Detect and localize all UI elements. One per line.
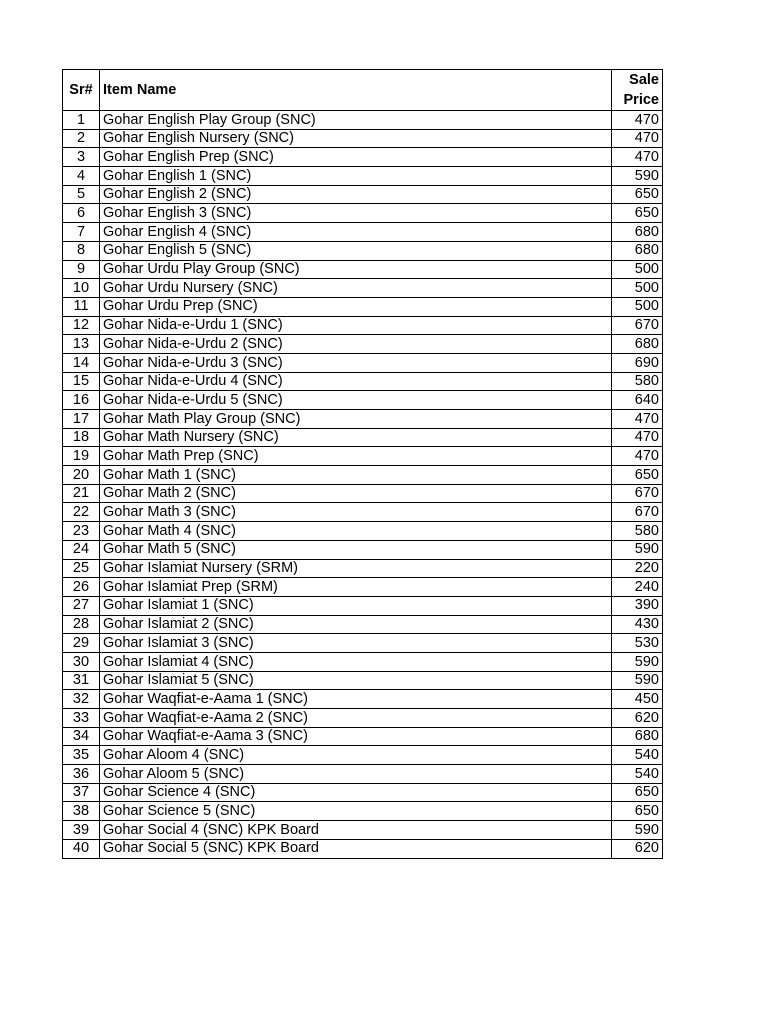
row-item-name-cell: Gohar Nida-e-Urdu 1 (SNC)	[100, 316, 612, 335]
table-row	[63, 391, 663, 410]
row-sr-cell: 36	[63, 765, 100, 784]
row-item-name-cell: Gohar Urdu Play Group (SNC)	[100, 260, 612, 279]
row-item-name-cell: Gohar English Nursery (SNC)	[100, 129, 612, 148]
row-sr-cell: 19	[63, 447, 100, 466]
row-sr-cell: 8	[63, 241, 100, 260]
row-sr-cell: 37	[63, 783, 100, 802]
row-sale-price-cell: 530	[612, 634, 663, 653]
row-item-name-cell: Gohar Math 1 (SNC)	[100, 466, 612, 485]
row-sr-cell: 15	[63, 372, 100, 391]
table-row	[63, 148, 663, 167]
row-sale-price-cell: 470	[612, 447, 663, 466]
row-sr-cell: 5	[63, 185, 100, 204]
row-sale-price-cell: 670	[612, 484, 663, 503]
row-sr-cell: 34	[63, 727, 100, 746]
row-item-name-cell: Gohar Urdu Nursery (SNC)	[100, 279, 612, 298]
table-row	[63, 634, 663, 653]
table-row	[63, 839, 663, 858]
table-row	[63, 466, 663, 485]
table-row	[63, 260, 663, 279]
table-row	[63, 821, 663, 840]
table-row	[63, 129, 663, 148]
row-sale-price-cell: 620	[612, 839, 663, 858]
row-item-name-cell: Gohar Math Prep (SNC)	[100, 447, 612, 466]
table-row	[63, 522, 663, 541]
row-sale-price-cell: 680	[612, 241, 663, 260]
row-sale-price-cell: 670	[612, 503, 663, 522]
row-sale-price-cell: 650	[612, 466, 663, 485]
row-sr-cell: 18	[63, 428, 100, 447]
row-sale-price-cell: 240	[612, 578, 663, 597]
table-row	[63, 746, 663, 765]
row-item-name-cell: Gohar Islamiat 1 (SNC)	[100, 596, 612, 615]
table-row	[63, 353, 663, 372]
header-row	[63, 70, 663, 111]
row-sale-price-cell: 680	[612, 727, 663, 746]
header-sale-price-line2: Price	[623, 92, 659, 108]
row-item-name-cell: Gohar English 2 (SNC)	[100, 185, 612, 204]
row-sale-price-cell: 470	[612, 111, 663, 130]
table-row	[63, 111, 663, 130]
table-row	[63, 559, 663, 578]
row-item-name-cell: Gohar Nida-e-Urdu 5 (SNC)	[100, 391, 612, 410]
row-item-name-cell: Gohar English Prep (SNC)	[100, 148, 612, 167]
row-sale-price-cell: 650	[612, 783, 663, 802]
table-row	[63, 765, 663, 784]
table-row	[63, 503, 663, 522]
row-item-name-cell: Gohar Social 5 (SNC) KPK Board	[100, 839, 612, 858]
row-sale-price-cell: 590	[612, 540, 663, 559]
row-sr-cell: 2	[63, 129, 100, 148]
row-sr-cell: 6	[63, 204, 100, 223]
row-item-name-cell: Gohar Waqfiat-e-Aama 3 (SNC)	[100, 727, 612, 746]
header-sr: Sr#	[63, 70, 100, 111]
row-item-name-cell: Gohar Nida-e-Urdu 3 (SNC)	[100, 353, 612, 372]
row-sr-cell: 3	[63, 148, 100, 167]
row-item-name-cell: Gohar English Play Group (SNC)	[100, 111, 612, 130]
row-sr-cell: 16	[63, 391, 100, 410]
row-sr-cell: 26	[63, 578, 100, 597]
row-sr-cell: 29	[63, 634, 100, 653]
header-sale-price	[612, 70, 663, 111]
row-sr-cell: 31	[63, 671, 100, 690]
row-sale-price-cell: 590	[612, 821, 663, 840]
row-sale-price-cell: 470	[612, 129, 663, 148]
row-sale-price-cell: 590	[612, 652, 663, 671]
table-row	[63, 279, 663, 298]
table-row	[63, 652, 663, 671]
table-row	[63, 167, 663, 186]
row-sr-cell: 12	[63, 316, 100, 335]
row-item-name-cell: Gohar Science 5 (SNC)	[100, 802, 612, 821]
row-item-name-cell: Gohar Islamiat Nursery (SRM)	[100, 559, 612, 578]
row-item-name-cell: Gohar Islamiat Prep (SRM)	[100, 578, 612, 597]
table-row	[63, 447, 663, 466]
table-row	[63, 372, 663, 391]
table-row	[63, 428, 663, 447]
row-sale-price-cell: 500	[612, 279, 663, 298]
row-sr-cell: 22	[63, 503, 100, 522]
row-sr-cell: 28	[63, 615, 100, 634]
row-sale-price-cell: 430	[612, 615, 663, 634]
row-sale-price-cell: 640	[612, 391, 663, 410]
row-sr-cell: 21	[63, 484, 100, 503]
row-sale-price-cell: 500	[612, 260, 663, 279]
row-sale-price-cell: 500	[612, 297, 663, 316]
row-sale-price-cell: 650	[612, 185, 663, 204]
row-sale-price-cell: 580	[612, 522, 663, 541]
table-row	[63, 484, 663, 503]
row-sr-cell: 11	[63, 297, 100, 316]
row-item-name-cell: Gohar English 1 (SNC)	[100, 167, 612, 186]
row-sale-price-cell: 470	[612, 148, 663, 167]
row-item-name-cell: Gohar Urdu Prep (SNC)	[100, 297, 612, 316]
table-row	[63, 802, 663, 821]
table-row	[63, 615, 663, 634]
row-item-name-cell: Gohar English 3 (SNC)	[100, 204, 612, 223]
row-sr-cell: 23	[63, 522, 100, 541]
row-sr-cell: 24	[63, 540, 100, 559]
table-row	[63, 671, 663, 690]
row-sr-cell: 4	[63, 167, 100, 186]
header-sale-price-line1: Sale	[629, 72, 659, 88]
row-item-name-cell: Gohar Islamiat 3 (SNC)	[100, 634, 612, 653]
row-sale-price-cell: 690	[612, 353, 663, 372]
row-item-name-cell: Gohar Math 3 (SNC)	[100, 503, 612, 522]
price-list-table	[62, 69, 663, 859]
table-row	[63, 297, 663, 316]
table-row	[63, 727, 663, 746]
row-sale-price-cell: 620	[612, 709, 663, 728]
row-sr-cell: 32	[63, 690, 100, 709]
row-sr-cell: 33	[63, 709, 100, 728]
row-sr-cell: 7	[63, 223, 100, 242]
row-item-name-cell: Gohar Math Play Group (SNC)	[100, 410, 612, 429]
row-sale-price-cell: 470	[612, 428, 663, 447]
row-item-name-cell: Gohar Islamiat 5 (SNC)	[100, 671, 612, 690]
row-sr-cell: 39	[63, 821, 100, 840]
row-sr-cell: 13	[63, 335, 100, 354]
row-sale-price-cell: 590	[612, 167, 663, 186]
table-row	[63, 335, 663, 354]
row-sale-price-cell: 450	[612, 690, 663, 709]
row-sr-cell: 1	[63, 111, 100, 130]
table-row	[63, 241, 663, 260]
row-item-name-cell: Gohar Social 4 (SNC) KPK Board	[100, 821, 612, 840]
table-row	[63, 204, 663, 223]
row-sale-price-cell: 540	[612, 765, 663, 784]
row-sr-cell: 40	[63, 839, 100, 858]
table-row	[63, 316, 663, 335]
table-row	[63, 596, 663, 615]
row-sr-cell: 17	[63, 410, 100, 429]
row-item-name-cell: Gohar Nida-e-Urdu 4 (SNC)	[100, 372, 612, 391]
table-row	[63, 185, 663, 204]
row-sr-cell: 10	[63, 279, 100, 298]
row-sr-cell: 20	[63, 466, 100, 485]
row-sale-price-cell: 650	[612, 802, 663, 821]
table-body	[63, 111, 663, 859]
row-sr-cell: 30	[63, 652, 100, 671]
table-row	[63, 410, 663, 429]
row-sr-cell: 35	[63, 746, 100, 765]
row-sale-price-cell: 680	[612, 335, 663, 354]
table-row	[63, 223, 663, 242]
header-item-name: Item Name	[100, 70, 612, 111]
row-sale-price-cell: 650	[612, 204, 663, 223]
row-sale-price-cell: 670	[612, 316, 663, 335]
row-item-name-cell: Gohar Math 4 (SNC)	[100, 522, 612, 541]
table-row	[63, 540, 663, 559]
row-item-name-cell: Gohar Math 5 (SNC)	[100, 540, 612, 559]
row-item-name-cell: Gohar Nida-e-Urdu 2 (SNC)	[100, 335, 612, 354]
row-item-name-cell: Gohar Waqfiat-e-Aama 1 (SNC)	[100, 690, 612, 709]
row-sr-cell: 14	[63, 353, 100, 372]
row-item-name-cell: Gohar Science 4 (SNC)	[100, 783, 612, 802]
row-sale-price-cell: 540	[612, 746, 663, 765]
row-item-name-cell: Gohar Math Nursery (SNC)	[100, 428, 612, 447]
row-sr-cell: 38	[63, 802, 100, 821]
row-item-name-cell: Gohar Islamiat 2 (SNC)	[100, 615, 612, 634]
table-row	[63, 690, 663, 709]
row-sale-price-cell: 470	[612, 410, 663, 429]
table-row	[63, 709, 663, 728]
row-item-name-cell: Gohar Waqfiat-e-Aama 2 (SNC)	[100, 709, 612, 728]
row-sale-price-cell: 580	[612, 372, 663, 391]
row-item-name-cell: Gohar Aloom 4 (SNC)	[100, 746, 612, 765]
row-item-name-cell: Gohar Aloom 5 (SNC)	[100, 765, 612, 784]
row-sale-price-cell: 680	[612, 223, 663, 242]
row-item-name-cell: Gohar English 5 (SNC)	[100, 241, 612, 260]
row-sale-price-cell: 590	[612, 671, 663, 690]
row-item-name-cell: Gohar English 4 (SNC)	[100, 223, 612, 242]
row-item-name-cell: Gohar Math 2 (SNC)	[100, 484, 612, 503]
table-header	[63, 70, 663, 111]
row-sr-cell: 25	[63, 559, 100, 578]
row-sr-cell: 27	[63, 596, 100, 615]
row-item-name-cell: Gohar Islamiat 4 (SNC)	[100, 652, 612, 671]
table-row	[63, 783, 663, 802]
table-row	[63, 578, 663, 597]
row-sale-price-cell: 390	[612, 596, 663, 615]
row-sr-cell: 9	[63, 260, 100, 279]
row-sale-price-cell: 220	[612, 559, 663, 578]
